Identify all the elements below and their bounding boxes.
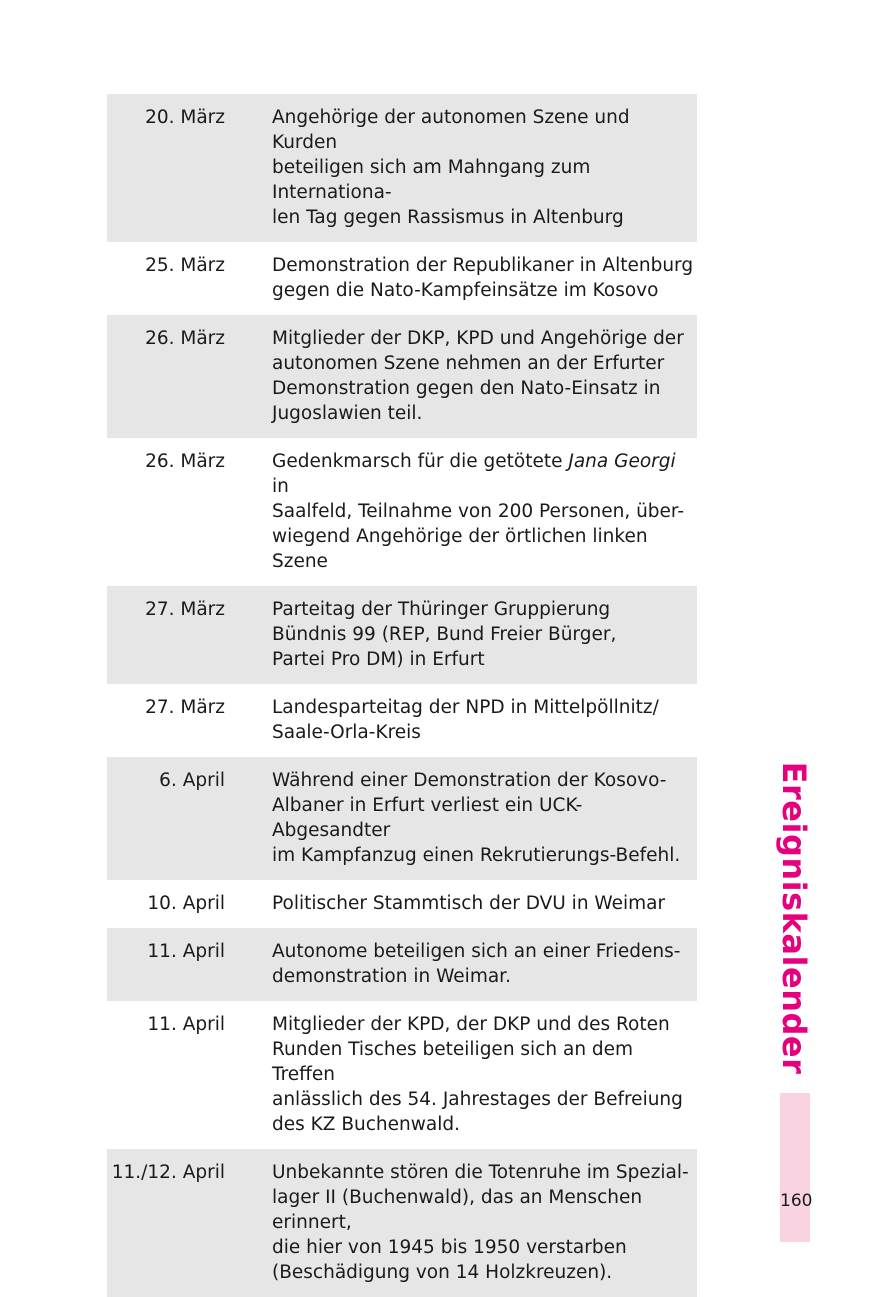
event-row	[107, 928, 697, 1001]
event-row	[107, 586, 697, 684]
event-date: 27. März	[145, 599, 225, 620]
event-description: Während einer Demonstration der Kosovo- Albaner in Erfurt verliest ein UCK-Abgesandter im Kampfanzug einen Rekrutierungs-Befehl.	[272, 770, 681, 866]
page-number: 160	[780, 1191, 813, 1211]
event-row	[107, 438, 697, 586]
event-date: 26. März	[145, 328, 225, 349]
page-tab	[780, 1093, 813, 1242]
event-row	[107, 242, 697, 315]
event-row	[107, 94, 697, 242]
event-date: 11. April	[147, 1014, 225, 1035]
event-row	[107, 684, 697, 757]
event-description	[272, 449, 697, 574]
section-title: Ereigniskalender	[775, 761, 813, 1075]
event-row	[107, 1001, 697, 1149]
victim-name: Jana Georgi	[568, 451, 676, 472]
event-row	[107, 880, 697, 928]
event-text-part: in Saalfeld, Teilnahme von 200 Personen, über- wiegend Angehörige der örtlichen linken Szene	[272, 476, 685, 572]
events-table	[107, 94, 697, 1297]
event-row	[107, 315, 697, 438]
event-date: 10. April	[147, 893, 225, 914]
event-row	[107, 757, 697, 880]
event-description: Parteitag der Thüringer Gruppierung Bündnis 99 (REP, Bund Freier Bürger, Partei Pro DM) in Erfurt	[272, 599, 617, 670]
event-description: Mitglieder der KPD, der DKP und des Roten Runden Tisches beteiligen sich an dem Treffen anlässlich des 54. Jahrestages der Befreiung des KZ Buchenwald.	[272, 1014, 683, 1135]
event-date: 11./12. April	[111, 1162, 225, 1183]
event-description: Autonome beteiligen sich an einer Friedens- demonstration in Weimar.	[272, 941, 681, 987]
event-description: Angehörige der autonomen Szene und Kurden beteiligen sich am Mahngang zum Internationa- len Tag gegen Rassismus in Altenburg	[272, 107, 630, 228]
event-row	[107, 1149, 697, 1297]
event-date: 25. März	[145, 255, 225, 276]
event-description: Landesparteitag der NPD in Mittelpöllnitz/ Saale-Orla-Kreis	[272, 697, 659, 743]
event-description: Unbekannte stören die Totenruhe im Spezial- lager II (Buchenwald), das an Menschen erinnert, die hier von 1945 bis 1950 verstarben (Beschädigung von 14 Holzkreuzen).	[272, 1162, 689, 1283]
event-text-part: Gedenkmarsch für die getötete	[272, 451, 569, 472]
event-description: Demonstration der Republikaner in Altenburg gegen die Nato-Kampfeinsätze im Kosovo	[272, 255, 694, 301]
event-date: 20. März	[145, 107, 225, 128]
event-date: 6. April	[159, 770, 225, 791]
event-date: 11. April	[147, 941, 225, 962]
event-description: Politischer Stammtisch der DVU in Weimar	[272, 893, 666, 914]
event-date: 27. März	[145, 697, 225, 718]
event-description: Mitglieder der DKP, KPD und Angehörige der autonomen Szene nehmen an der Erfurter Demonstration gegen den Nato-Einsatz in Jugoslawien teil.	[272, 328, 684, 424]
event-date: 26. März	[145, 451, 225, 472]
